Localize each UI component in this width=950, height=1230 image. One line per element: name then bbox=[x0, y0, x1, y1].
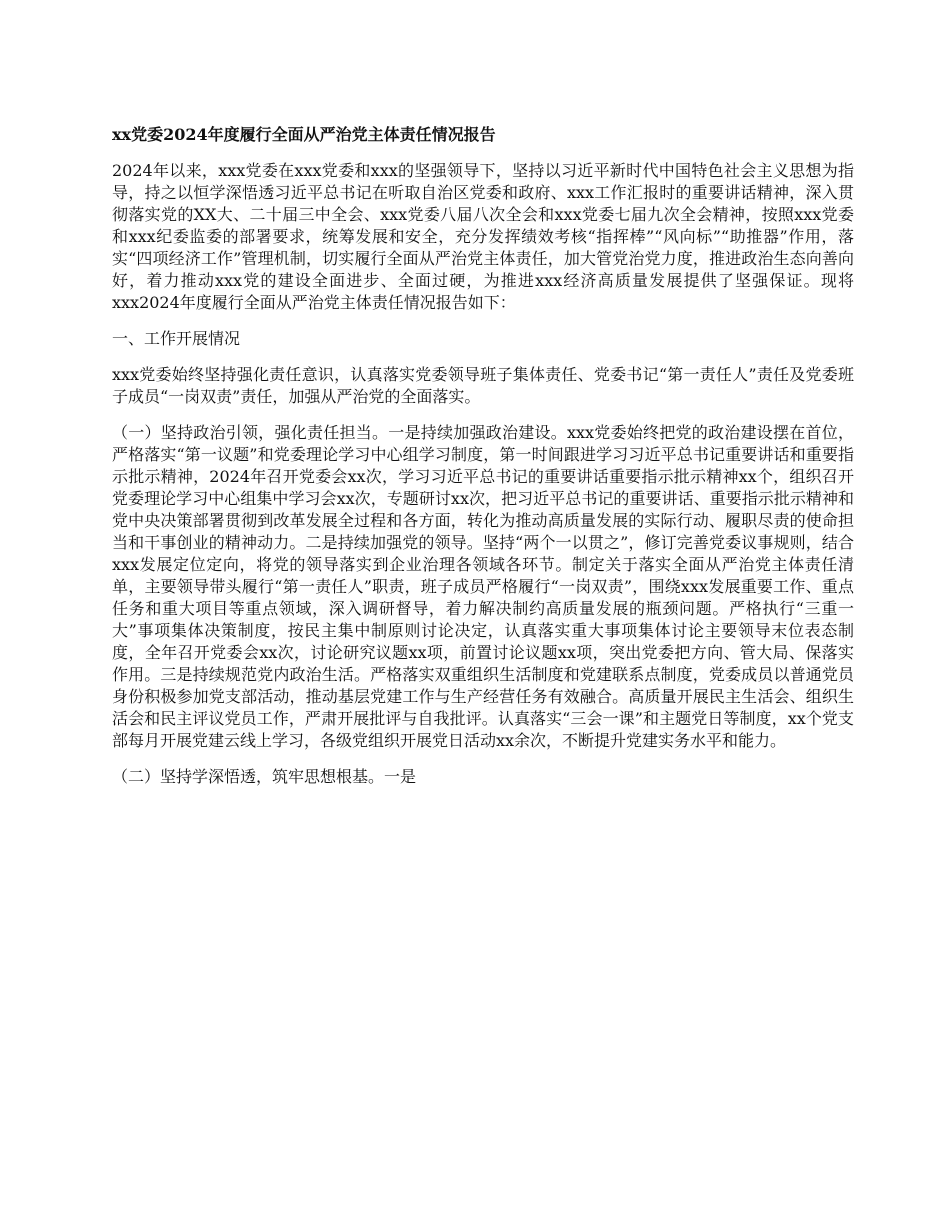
subsection-two-paragraph: （二）坚持学深悟透，筑牢思想根基。一是 bbox=[112, 767, 417, 786]
intro-paragraph: 2024年以来，xxx党委在xxx党委和xxx的坚强领导下，坚持以习近平新时代中国特色社会主义思想为指导，持之以恒学深悟透习近平总书记在听取自治区党委和政府、xxx工作汇报时的重要讲话精神，深入贯彻落实党的XX大、二十届三中全会、xxx党委八届八次全会和xxx党委七届九次全会精神，按照xxx党委和xxx纪委监委的部署要求，统筹发展和安全，充分发挥绩效考核“指挥棒”“风向标”“助推器”作用，落实“四项经济工作”管理机制，切实履行全面从严治党主体责任，加大管党治党力度，推进政治生态向善向好，着力推动xxx党的建设全面进步、全面过硬，为推进xxx经济高质量发展提供了坚强保证。现将xxx2024年度履行全面从严治党主体责任情况报告如下： bbox=[112, 161, 854, 312]
document-page bbox=[112, 124, 854, 802]
section-summary-paragraph: xxx党委始终坚持强化责任意识，认真落实党委领导班子集体责任、党委书记“第一责任人”责任及党委班子成员“一岗双责”责任，加强从严治党的全面落实。 bbox=[112, 365, 854, 406]
subsection-one-paragraph: （一）坚持政治引领，强化责任担当。一是持续加强政治建设。xxx党委始终把党的政治建设摆在首位，严格落实“第一议题”和党委理论学习中心组学习制度，第一时间跟进学习习近平总书记重要讲话和重要指示批示精神，2024年召开党委会xx次，学习习近平总书记的重要讲话重要指示批示精神xx个，组织召开党委理论学习中心组集中学习会xx次，专题研讨xx次，把习近平总书记的重要讲话、重要指示批示精神和党中央决策部署贯彻到改革发展全过程和各方面，转化为推动高质量发展的实际行动、履职尽责的使命担当和干事创业的精神动力。二是持续加强党的领导。坚持“两个一以贯之”，修订完善党委议事规则，结合xxx发展定位定向，将党的领导落实到企业治理各领域各环节。制定关于落实全面从严治党主体责任清单，主要领导带头履行“第一责任人”职责，班子成员严格履行“一岗双责”，围绕xxx发展重要工作、重点任务和重大项目等重点领域，深入调研督导，着力解决制约高质量发展的瓶颈问题。严格执行“三重一大”事项集体决策制度，按民主集中制原则讨论决定，认真落实重大事项集体讨论主要领导末位表态制度，全年召开党委会xx次，讨论研究议题xx项，前置讨论议题xx项，突出党委把方向、管大局、保落实作用。三是持续规范党内政治生活。严格落实双重组织生活制度和党建联系点制度，党委成员以普通党员身份积极参加党支部活动，推动基层党建工作与生产经营任务有效融合。高质量开展民主生活会、组织生活会和民主评议党员工作，严肃开展批评与自我批评。认真落实“三会一课”和主题党日等制度，xx个党支部每月开展党建云线上学习，各级党组织开展党日活动xx余次，不断提升党建实务水平和能力。 bbox=[112, 423, 854, 750]
section-heading: 一、工作开展情况 bbox=[112, 329, 241, 348]
document-title: xx党委2024年度履行全面从严治党主体责任情况报告 bbox=[112, 125, 496, 144]
